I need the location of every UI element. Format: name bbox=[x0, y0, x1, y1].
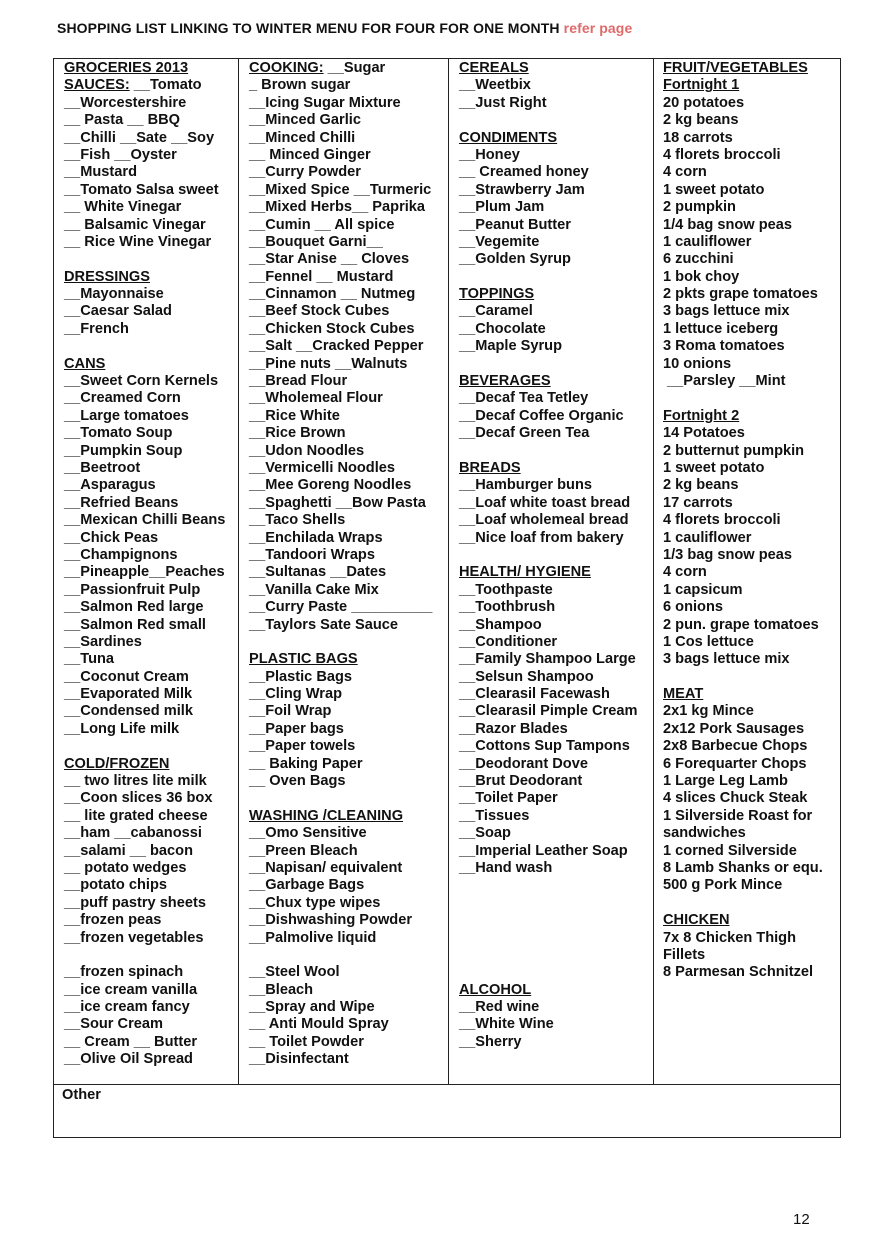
list-item: 1 cauliflower bbox=[663, 233, 752, 250]
section-heading: Fortnight 2 bbox=[663, 407, 740, 424]
list-item: __Sherry bbox=[459, 1033, 522, 1050]
list-item: __frozen vegetables bbox=[64, 929, 204, 946]
list-item: __Vegemite bbox=[459, 233, 540, 250]
list-item: __Pineapple__Peaches bbox=[64, 564, 225, 581]
list-item: __Olive Oil Spread bbox=[64, 1051, 193, 1068]
spacer bbox=[663, 669, 840, 686]
list-item: 2 pumpkin bbox=[663, 199, 736, 216]
list-item: __Passionfruit Pulp bbox=[64, 581, 201, 598]
spacer bbox=[64, 947, 238, 964]
list-item: __Toothpaste bbox=[459, 581, 553, 598]
spacer bbox=[459, 269, 653, 286]
list-item: __Wholemeal Flour bbox=[249, 390, 383, 407]
list-item: _ Brown sugar bbox=[249, 77, 351, 94]
shopping-list-table bbox=[53, 58, 841, 1138]
list-item: __ Anti Mould Spray bbox=[249, 1016, 389, 1033]
list-item: 4 florets broccoli bbox=[663, 512, 781, 529]
list-item: __Tomato Salsa sweet bbox=[64, 181, 219, 198]
list-item: 2 kg beans bbox=[663, 112, 739, 129]
list-item: __Just Right bbox=[459, 94, 547, 111]
list-item: __Refried Beans bbox=[64, 494, 179, 511]
list-item: 6 onions bbox=[663, 599, 723, 616]
list-item: __Loaf wholemeal bread bbox=[459, 512, 629, 529]
title-text: SHOPPING LIST LINKING TO WINTER MENU FOR FOUR FOR ONE MONTH bbox=[57, 20, 560, 36]
list-item: __Bouquet Garni__ bbox=[249, 233, 383, 250]
list-item: __Nice loaf from bakery bbox=[459, 529, 624, 546]
list-item: __Deodorant Dove bbox=[459, 755, 588, 772]
list-item: 4 corn bbox=[663, 564, 707, 581]
list-item: 1 lettuce iceberg bbox=[663, 320, 779, 337]
list-item: __Salmon Red small bbox=[64, 616, 206, 633]
list-item: __Condensed milk bbox=[64, 703, 193, 720]
spacer bbox=[459, 877, 653, 894]
spacer bbox=[459, 930, 653, 947]
list-item: __Plum Jam bbox=[459, 199, 545, 216]
list-item: __Brut Deodorant bbox=[459, 773, 583, 790]
list-item: 8 Parmesan Schnitzel bbox=[663, 964, 814, 981]
spacer bbox=[459, 964, 653, 981]
list-item: 1 sweet potato bbox=[663, 181, 765, 198]
list-item: __Family Shampoo Large bbox=[459, 651, 636, 668]
list-item: 1 Silverside Roast for bbox=[663, 807, 813, 824]
list-item: __Long Life milk bbox=[64, 720, 180, 737]
list-item: __Chicken Stock Cubes bbox=[249, 320, 415, 337]
column-3 bbox=[449, 59, 654, 1084]
spacer bbox=[459, 912, 653, 929]
list-item: __Dishwashing Powder bbox=[249, 912, 413, 929]
list-item: __Spray and Wipe bbox=[249, 999, 375, 1016]
list-item: __Peanut Butter bbox=[459, 216, 571, 233]
list-item: __French bbox=[64, 320, 129, 337]
list-item: 2x8 Barbecue Chops bbox=[663, 738, 808, 755]
list-item: __Vermicelli Noodles bbox=[249, 459, 396, 476]
list-item: 6 zucchini bbox=[663, 251, 734, 268]
list-item: __Mexican Chilli Beans bbox=[64, 512, 226, 529]
list-item: __Cumin __ All spice bbox=[249, 216, 395, 233]
list-item: __Omo Sensitive bbox=[249, 825, 367, 842]
column-2 bbox=[239, 59, 449, 1084]
list-item: __Bread Flour bbox=[249, 373, 348, 390]
list-item: __Cottons Sup Tampons bbox=[459, 738, 630, 755]
list-item: __Tandoori Wraps bbox=[249, 546, 375, 563]
spacer bbox=[459, 947, 653, 964]
list-item: __Selsun Shampoo bbox=[459, 668, 594, 685]
list-item: 7x 8 Chicken Thigh bbox=[663, 929, 796, 946]
list-item: 17 carrots bbox=[663, 494, 733, 511]
list-item: __Decaf Tea Tetley bbox=[459, 390, 589, 407]
list-item: 1 Cos lettuce bbox=[663, 633, 754, 650]
list-item: __Hamburger buns bbox=[459, 477, 592, 494]
section-heading: PLASTIC BAGS bbox=[249, 651, 358, 668]
list-item: __Strawberry Jam bbox=[459, 181, 585, 198]
list-item: __Minced Garlic bbox=[249, 112, 361, 129]
column-4 bbox=[654, 59, 840, 1084]
list-item: __Creamed Corn bbox=[64, 390, 181, 407]
list-item: 1 sweet potato bbox=[663, 459, 765, 476]
list-item: __Tissues bbox=[459, 807, 530, 824]
list-item: __Soap bbox=[459, 825, 511, 842]
spacer bbox=[64, 738, 238, 755]
column-1 bbox=[54, 59, 239, 1084]
list-item: __White Wine bbox=[459, 1016, 554, 1033]
section-heading: DRESSINGS bbox=[64, 268, 150, 285]
list-item: 1 Large Leg Lamb bbox=[663, 773, 788, 790]
list-item: 3 Roma tomatoes bbox=[663, 338, 785, 355]
list-item: 14 Potatoes bbox=[663, 425, 745, 442]
list-item: __frozen spinach bbox=[64, 964, 184, 981]
list-item: __Minced Chilli bbox=[249, 129, 356, 146]
list-item: __Maple Syrup bbox=[459, 338, 563, 355]
list-item: COOKING: __Sugar bbox=[249, 60, 386, 76]
list-item: 2x1 kg Mince bbox=[663, 703, 754, 720]
spacer bbox=[64, 251, 238, 268]
list-item: __Honey bbox=[459, 146, 520, 163]
list-item: __Cling Wrap bbox=[249, 686, 342, 703]
list-item: __Red wine bbox=[459, 999, 540, 1016]
list-item: __Taylors Sate Sauce bbox=[249, 616, 398, 633]
list-item: __Preen Bleach bbox=[249, 842, 358, 859]
section-heading: Fortnight 1 bbox=[663, 77, 740, 94]
list-item: __Paper bags bbox=[249, 720, 344, 737]
spacer bbox=[249, 947, 448, 964]
list-item: __Beetroot bbox=[64, 459, 141, 476]
list-item: __Sour Cream bbox=[64, 1016, 163, 1033]
section-heading: BEVERAGES bbox=[459, 373, 551, 390]
section-heading: CEREALS bbox=[459, 60, 529, 76]
list-item: __Icing Sugar Mixture bbox=[249, 94, 401, 111]
list-item: 1/3 bag snow peas bbox=[663, 546, 792, 563]
list-item: __Paper towels bbox=[249, 738, 356, 755]
list-item: __Shampoo bbox=[459, 616, 542, 633]
list-item: __Spaghetti __Bow Pasta bbox=[249, 494, 426, 511]
spacer bbox=[663, 390, 840, 407]
list-item: __Chux type wipes bbox=[249, 894, 381, 911]
section-heading: TOPPINGS bbox=[459, 286, 535, 303]
section-heading: GROCERIES 2013 bbox=[64, 60, 189, 76]
list-item: 4 florets broccoli bbox=[663, 146, 781, 163]
list-item: __Sardines bbox=[64, 633, 142, 650]
list-item: 500 g Pork Mince bbox=[663, 877, 783, 894]
list-item: 6 Forequarter Chops bbox=[663, 755, 807, 772]
list-item: __Vanilla Cake Mix bbox=[249, 581, 379, 598]
spacer bbox=[64, 338, 238, 355]
list-item: __ Balsamic Vinegar bbox=[64, 216, 206, 233]
list-item: sandwiches bbox=[663, 825, 746, 842]
list-item: __Steel Wool bbox=[249, 964, 340, 981]
list-item: __Caramel bbox=[459, 303, 533, 320]
list-item: __Worcestershire bbox=[64, 94, 187, 111]
list-item: __ Baking Paper bbox=[249, 755, 363, 772]
list-item: __Tuna bbox=[64, 651, 115, 668]
spacer bbox=[249, 634, 448, 651]
section-heading: BREADS bbox=[459, 459, 521, 476]
list-item: __Imperial Leather Soap bbox=[459, 842, 628, 859]
list-item: 10 onions bbox=[663, 355, 732, 372]
list-item: __ Oven Bags bbox=[249, 773, 346, 790]
list-item: 4 corn bbox=[663, 164, 707, 181]
list-item: 2 pkts grape tomatoes bbox=[663, 286, 818, 303]
list-item: __Fish __Oyster bbox=[64, 146, 177, 163]
list-item: __ Cream __ Butter bbox=[64, 1033, 198, 1050]
list-item: __Hand wash bbox=[459, 859, 553, 876]
list-item: 3 bags lettuce mix bbox=[663, 303, 790, 320]
section-heading: ALCOHOL bbox=[459, 981, 532, 998]
list-item: __Conditioner bbox=[459, 633, 558, 650]
list-item: __ Pasta __ BBQ bbox=[64, 112, 181, 129]
list-item: __Clearasil Facewash bbox=[459, 686, 610, 703]
section-heading: CHICKEN bbox=[663, 912, 730, 929]
list-item: __Golden Syrup bbox=[459, 251, 571, 268]
list-item: __Champignons bbox=[64, 546, 178, 563]
list-item: __ice cream fancy bbox=[64, 999, 190, 1016]
list-item: __Decaf Coffee Organic bbox=[459, 407, 624, 424]
spacer bbox=[663, 895, 840, 912]
list-item: __Bleach bbox=[249, 981, 314, 998]
list-item: __ lite grated cheese bbox=[64, 807, 208, 824]
list-item: __Coconut Cream bbox=[64, 668, 189, 685]
section-heading: MEAT bbox=[663, 686, 704, 703]
spacer bbox=[459, 443, 653, 460]
list-item: __Enchilada Wraps bbox=[249, 529, 383, 546]
list-item: __Salt __Cracked Pepper bbox=[249, 338, 424, 355]
list-item: __ Creamed honey bbox=[459, 164, 589, 181]
list-item: __Mixed Herbs__ Paprika bbox=[249, 199, 426, 216]
list-item: __Evaporated Milk bbox=[64, 686, 193, 703]
list-item: __ice cream vanilla bbox=[64, 981, 198, 998]
list-item: __Weetbix bbox=[459, 77, 531, 94]
list-item: __Rice White bbox=[249, 407, 340, 424]
list-item: __salami __ bacon bbox=[64, 842, 193, 859]
section-heading: HEALTH/ HYGIENE bbox=[459, 564, 591, 581]
section-heading: CANS bbox=[64, 355, 106, 372]
list-item: __Sultanas __Dates bbox=[249, 564, 387, 581]
list-item: __Curry Powder bbox=[249, 164, 361, 181]
list-item: __Garbage Bags bbox=[249, 877, 365, 894]
section-heading: WASHING /CLEANING bbox=[249, 807, 404, 824]
list-item: __Asparagus bbox=[64, 477, 156, 494]
list-item: __Udon Noodles bbox=[249, 442, 365, 459]
list-item: __ham __cabanossi bbox=[64, 825, 202, 842]
list-item: 1 cauliflower bbox=[663, 529, 752, 546]
list-item: 4 slices Chuck Steak bbox=[663, 790, 808, 807]
list-item: __Parsley __Mint bbox=[663, 373, 786, 390]
list-item: __Chocolate bbox=[459, 320, 546, 337]
list-item: __Mayonnaise bbox=[64, 286, 164, 303]
list-item: __ two litres lite milk bbox=[64, 773, 207, 790]
spacer bbox=[459, 112, 653, 129]
list-item: __Napisan/ equivalent bbox=[249, 859, 403, 876]
page-title bbox=[57, 20, 632, 36]
list-item: __Decaf Green Tea bbox=[459, 425, 590, 442]
list-item: __Toilet Paper bbox=[459, 790, 558, 807]
list-item: 1 bok choy bbox=[663, 268, 740, 285]
list-item: 2 kg beans bbox=[663, 477, 739, 494]
list-item: __Mixed Spice __Turmeric bbox=[249, 181, 432, 198]
list-item: __Palmolive liquid bbox=[249, 929, 377, 946]
list-item: __Pine nuts __Walnuts bbox=[249, 355, 408, 372]
list-item: 1/4 bag snow peas bbox=[663, 216, 792, 233]
spacer bbox=[459, 895, 653, 912]
list-item: __Toothbrush bbox=[459, 599, 556, 616]
spacer bbox=[459, 356, 653, 373]
list-item: __Chilli __Sate __Soy bbox=[64, 129, 215, 146]
list-item: __Fennel __ Mustard bbox=[249, 268, 394, 285]
list-item: __Clearasil Pimple Cream bbox=[459, 703, 638, 720]
list-item: __Mee Goreng Noodles bbox=[249, 477, 412, 494]
list-item: 2 pun. grape tomatoes bbox=[663, 616, 819, 633]
list-item: __Salmon Red large bbox=[64, 599, 204, 616]
list-item: __Coon slices 36 box bbox=[64, 790, 213, 807]
list-item: 3 bags lettuce mix bbox=[663, 651, 790, 668]
section-heading: FRUIT/VEGETABLES bbox=[663, 60, 808, 76]
list-item: 2 butternut pumpkin bbox=[663, 442, 805, 459]
list-item: __ potato wedges bbox=[64, 859, 187, 876]
section-heading: CONDIMENTS bbox=[459, 129, 558, 146]
refer-page-note: refer page bbox=[563, 20, 633, 36]
section-heading: COLD/FROZEN bbox=[64, 755, 170, 772]
list-item: __Foil Wrap bbox=[249, 703, 332, 720]
list-item: 8 Lamb Shanks or equ. bbox=[663, 859, 823, 876]
list-item: __Star Anise __ Cloves bbox=[249, 251, 410, 268]
list-item: 2x12 Pork Sausages bbox=[663, 720, 805, 737]
list-item: __Pumpkin Soup bbox=[64, 442, 183, 459]
list-item: __ Minced Ginger bbox=[249, 146, 371, 163]
list-item: __Beef Stock Cubes bbox=[249, 303, 390, 320]
list-item: __ Rice Wine Vinegar bbox=[64, 233, 212, 250]
list-item: __Plastic Bags bbox=[249, 668, 353, 685]
list-item: __ Toilet Powder bbox=[249, 1033, 364, 1050]
list-item: __Chick Peas bbox=[64, 529, 159, 546]
list-item: 18 carrots bbox=[663, 129, 733, 146]
list-item: SAUCES: __Tomato bbox=[64, 77, 202, 94]
spacer bbox=[249, 790, 448, 807]
list-item: __Cinnamon __ Nutmeg bbox=[249, 286, 416, 303]
spacer bbox=[459, 547, 653, 564]
other-label: Other bbox=[62, 1087, 101, 1103]
list-item: __frozen peas bbox=[64, 912, 162, 929]
list-item: __potato chips bbox=[64, 877, 167, 894]
list-item: __Mustard bbox=[64, 164, 137, 181]
list-item: 20 potatoes bbox=[663, 94, 745, 111]
list-item: __Rice Brown bbox=[249, 425, 346, 442]
list-item: __Razor Blades bbox=[459, 720, 568, 737]
list-item: __Disinfectant bbox=[249, 1051, 349, 1068]
list-item: Fillets bbox=[663, 946, 706, 963]
list-item: __puff pastry sheets bbox=[64, 894, 206, 911]
list-item: 1 corned Silverside bbox=[663, 842, 797, 859]
other-row bbox=[54, 1084, 840, 1137]
page-number: 12 bbox=[793, 1211, 810, 1228]
list-item: __Caesar Salad bbox=[64, 303, 172, 320]
list-item: __Loaf white toast bread bbox=[459, 494, 631, 511]
list-item: __Taco Shells bbox=[249, 512, 346, 529]
list-item: __Curry Paste __________ bbox=[249, 599, 433, 616]
list-item: __ White Vinegar bbox=[64, 199, 182, 216]
list-item: 1 capsicum bbox=[663, 581, 743, 598]
list-item: __Tomato Soup bbox=[64, 425, 173, 442]
list-item: __Sweet Corn Kernels bbox=[64, 373, 219, 390]
list-item: __Large tomatoes bbox=[64, 407, 189, 424]
